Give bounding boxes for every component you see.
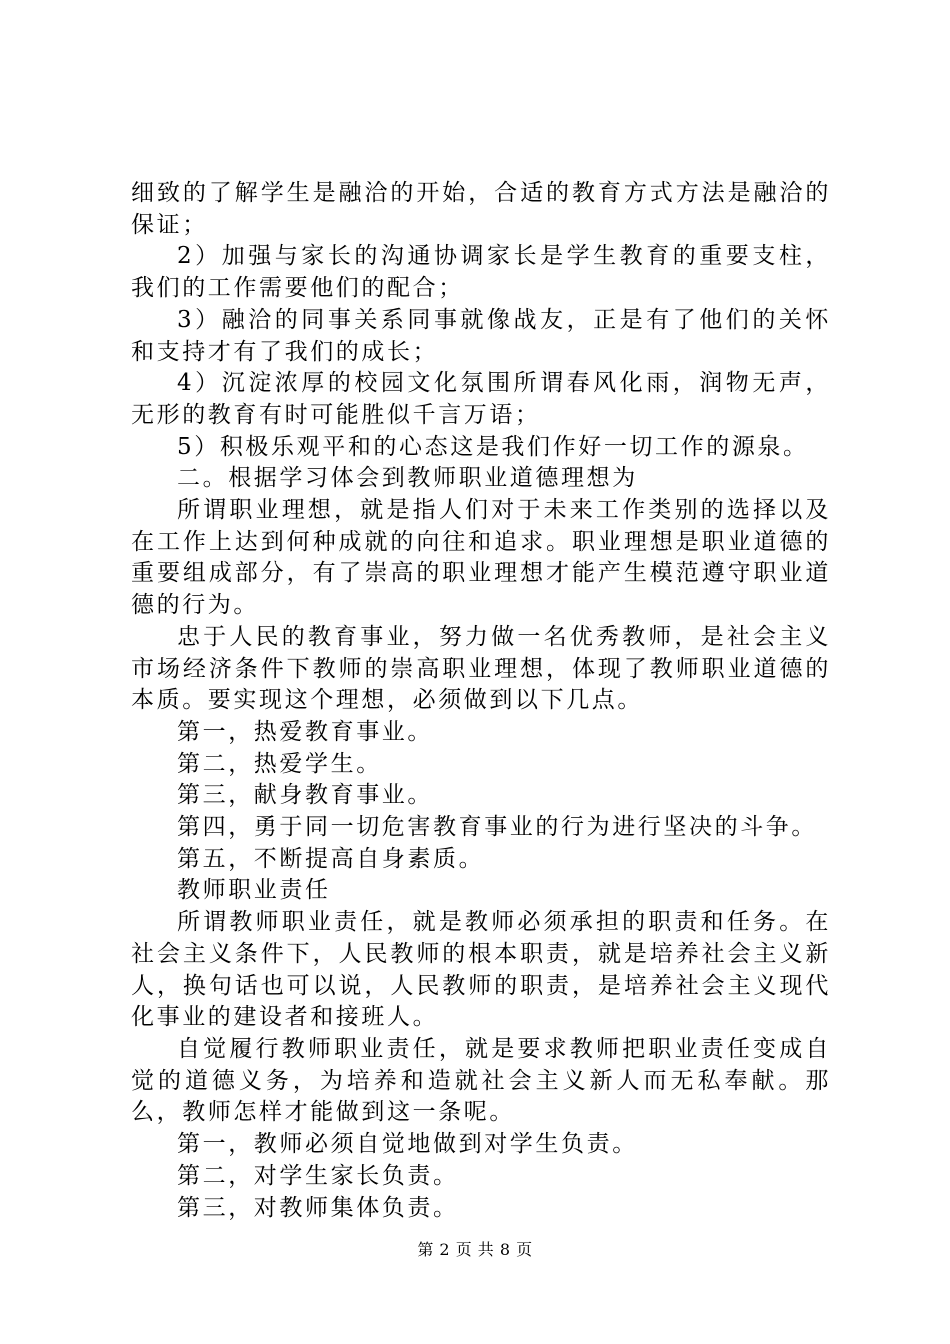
list-item: 第五，不断提高自身素质。: [177, 845, 485, 872]
paragraph: 所谓教师职业责任，就是教师必须承担的职责和任务。在社会主义条件下，人民教师的根本职责，就是培养社会主义新人，换句话也可以说，人民教师的职责，是培养社会主义现代化事业的建设者和接班人。: [131, 909, 831, 1031]
list-item: 第三，对教师集体负责。: [177, 1194, 459, 1221]
list-item: 第二，热爱学生。: [177, 750, 382, 777]
list-item: 第一，热爱教育事业。: [177, 718, 433, 745]
paragraph: 自觉履行教师职业责任，就是要求教师把职业责任变成自觉的道德义务，为培养和造就社会主义新人而无私奉献。那么，教师怎样才能做到这一条呢。: [131, 1035, 831, 1126]
paragraph: 5）积极乐观平和的心态这是我们作好一切工作的源泉。: [177, 433, 809, 460]
list-item: 第一，教师必须自觉地做到对学生负责。: [177, 1131, 638, 1158]
paragraph: 所谓职业理想，就是指人们对于未来工作类别的选择以及在工作上达到何种成就的向往和追求。职业理想是职业道德的重要组成部分，有了崇高的职业理想才能产生模范遵守职业道德的行为。: [131, 497, 831, 619]
section-heading: 教师职业责任: [177, 877, 331, 904]
paragraph: 3）融洽的同事关系同事就像战友，正是有了他们的关怀和支持才有了我们的成长；: [131, 306, 831, 365]
page-number-label: 第 2 页 共 8 页: [417, 1240, 533, 1259]
paragraph: 2）加强与家长的沟通协调家长是学生教育的重要支柱，我们的工作需要他们的配合；: [131, 243, 831, 302]
paragraph: 4）沉淀浓厚的校园文化氛围所谓春风化雨，润物无声，无形的教育有时可能胜似千言万语；: [131, 370, 831, 428]
page-footer: [0, 1239, 950, 1261]
body-text: [131, 178, 831, 1224]
paragraph: 细致的了解学生是融洽的开始，合适的教育方式方法是融洽的保证；: [131, 180, 831, 238]
paragraph: 忠于人民的教育事业，努力做一名优秀教师，是社会主义市场经济条件下教师的崇高职业理想，体现了教师职业道德的本质。要实现这个理想，必须做到以下几点。: [131, 623, 831, 714]
list-item: 第二，对学生家长负责。: [177, 1162, 459, 1189]
list-item: 第四，勇于同一切危害教育事业的行为进行坚决的斗争。: [177, 814, 817, 841]
section-heading: 二。根据学习体会到教师职业道德理想为: [177, 465, 638, 492]
list-item: 第三，献身教育事业。: [177, 782, 433, 809]
